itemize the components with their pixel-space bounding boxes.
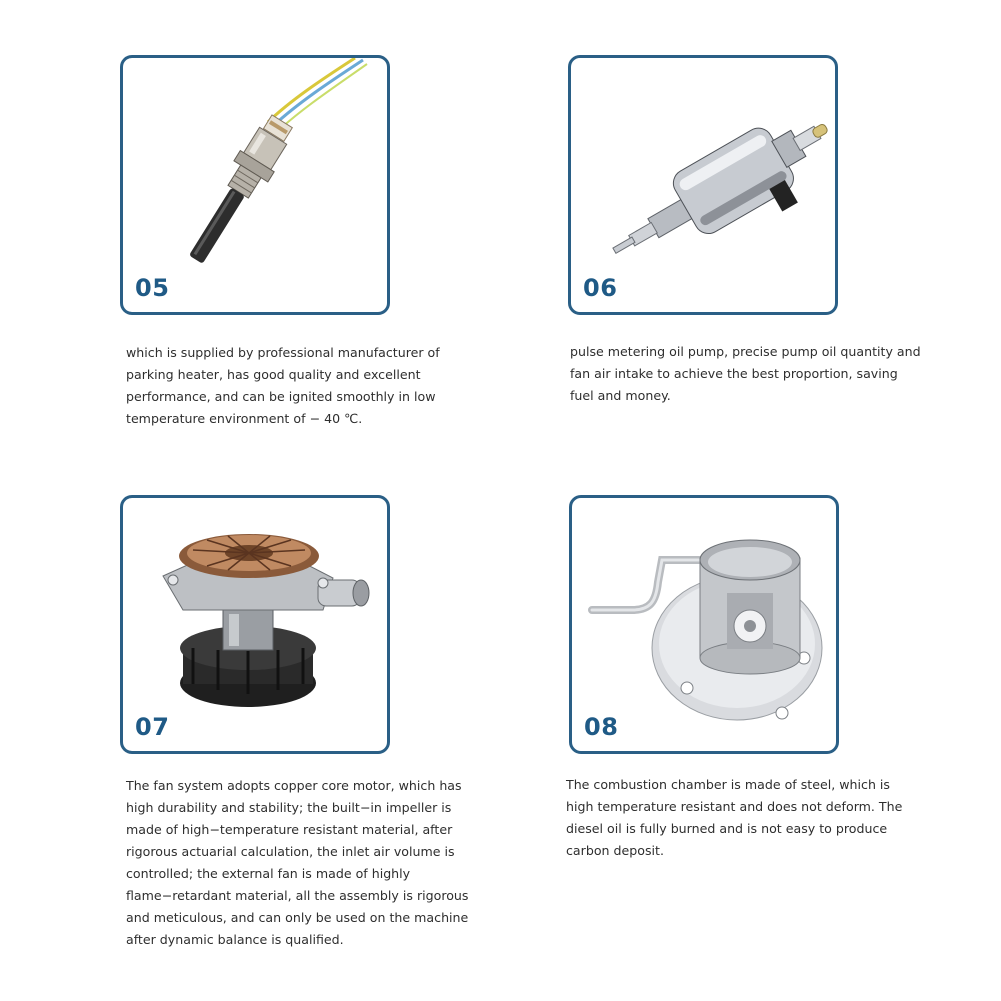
panel-description: pulse metering oil pump, precise pump oil quantity and fan air intake to achieve the best proportion, saving fuel and money.	[570, 344, 921, 403]
panel-number: 08	[584, 713, 619, 741]
panel-description: The combustion chamber is made of steel, which is high temperature resistant and does not deform. The diesel oil is fully burned and is not easy to produce carbon deposit.	[566, 777, 903, 858]
panel-description: The fan system adopts copper core motor, which has high durability and stability; the built−in impeller is made of high−temperature resistant material, after rigorous actuarial calculation, the inlet air volume is controlled; the external fan is made of highly flame−retardant material, all the assembly is rigorous and meticulous, and can only be used on the machine after dynamic balance is qualified.	[126, 778, 469, 947]
product-card-05	[120, 55, 390, 315]
panel-number: 07	[135, 713, 170, 741]
panel-number: 06	[583, 274, 618, 302]
product-card-07	[120, 495, 390, 754]
panel-number: 05	[135, 274, 170, 302]
product-card-06	[568, 55, 838, 315]
panel-description: which is supplied by professional manufacturer of parking heater, has good quality and excellent performance, and can be ignited smoothly in low temperature environment of − 40 ℃.	[126, 345, 440, 426]
product-card-08	[569, 495, 839, 754]
